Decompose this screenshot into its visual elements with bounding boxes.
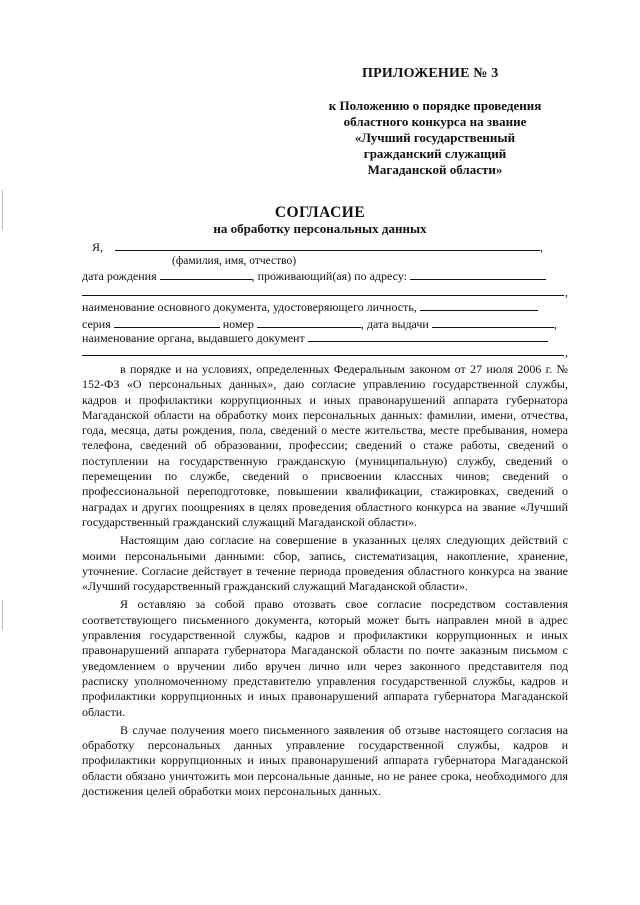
issuer-continuation-line[interactable]	[82, 355, 564, 356]
appendix-subtitle-line: «Лучший государственный	[354, 130, 516, 145]
birth-address-row	[82, 268, 572, 283]
issuer-label: наименование органа, выдавшего документ	[82, 331, 305, 345]
address-continuation-line[interactable]	[82, 295, 564, 296]
name-row	[82, 239, 572, 254]
number-field[interactable]	[257, 316, 361, 328]
series-number-row	[82, 316, 572, 331]
birth-date-field[interactable]	[160, 268, 252, 280]
issue-date-label: , дата выдачи	[360, 317, 429, 331]
i-label: Я,	[92, 240, 104, 254]
scan-edge-mark	[2, 600, 3, 630]
consent-paragraph: Я оставляю за собой право отозвать свое согласие посредством составления соответствующего письменного документа, который может быть направлен мной в адрес управления государственной службы, кадров и профилактики коррупционных и иных правонарушений аппарата губернатора Магаданской области по почте заказным письмом с уведомлением о вручении либо вручен лично или через законного представителя под расписку уполномоченному представителю управления государственной службы, кадров и профилактики коррупционных и иных правонарушений аппарата губернатора Магаданской области.	[82, 597, 568, 719]
id-doc-label: наименование основного документа, удостоверяющего личность,	[82, 300, 417, 314]
number-label: номер	[222, 317, 254, 331]
address-field[interactable]	[410, 268, 546, 280]
name-hint: (фамилия, имя, отчество)	[172, 255, 297, 267]
issue-date-field[interactable]	[432, 316, 554, 328]
issuer-row	[82, 330, 572, 345]
appendix-subtitle-line: к Положению о порядке проведения	[328, 98, 542, 113]
consent-paragraph: Настоящим даю согласие на совершение в указанных целях следующих действий с моими персональными данными: сбор, запись, систематизация, накопление, хранение, уточнение. Согласие действует в течение периода проведения областного конкурса на звание «Лучший государственный гражданский служащий Магаданской области».	[82, 533, 568, 594]
id-document-row	[82, 299, 572, 314]
appendix-subtitle-line: областного конкурса на звание	[343, 114, 527, 129]
address-end-comma: ,	[565, 285, 568, 299]
document-subtitle: на обработку персональных данных	[213, 221, 427, 236]
issuer-end-comma: ,	[565, 345, 568, 359]
appendix-subtitle-line: гражданский служащий	[363, 146, 507, 161]
birth-label: дата рождения	[82, 269, 157, 283]
id-document-field[interactable]	[420, 299, 538, 311]
appendix-title: ПРИЛОЖЕНИЕ № 3	[362, 66, 499, 81]
document-title: СОГЛАСИЕ	[274, 204, 366, 221]
issue-date-end-comma: ,	[553, 317, 557, 331]
consent-paragraph: В случае получения моего письменного заявления об отзыве настоящего согласия на обработку персональных данных управление государственной службы, кадров и профилактики коррупционных и иных правонарушений аппарата губернатора Магаданской области обязано уничтожить мои персональные данные, но не ранее срока, необходимого для достижения целей обработки моих персональных данных.	[82, 722, 568, 799]
consent-paragraph: в порядке и на условиях, определенных Федеральным законом от 27 июля 2006 г. № 152-ФЗ «О персональных данных», даю согласие управлению государственной службы, кадров и профилактики коррупционных и иных правонарушений аппарата губернатора Магаданской области на обработку моих персональных данных: фамилии, имени, отчества, года, месяца, даты рождения, пола, сведений о месте жительства, месте пребывания, номера телефона, сведений об образовании, профессии; сведений о стаже работы, сведений о поступлении на государственную гражданскую (муниципальную) службу, сведений о перемещении по службе, сведений о присвоении классных чинов; сведений о профессиональной переподготовке, повышении квалификации, стажировках, сведений о наградах и других поощрениях в целях проведения областного конкурса на звание «Лучший государственный гражданский служащий Магаданской области».	[82, 362, 568, 529]
scan-edge-mark	[2, 190, 3, 230]
appendix-subtitle	[300, 98, 570, 178]
series-label: серия	[82, 317, 111, 331]
name-end-comma: ,	[540, 240, 543, 254]
full-name-field[interactable]	[115, 239, 540, 251]
issuer-field[interactable]	[308, 330, 548, 342]
appendix-subtitle-line: Магаданской области»	[367, 162, 503, 177]
address-label: , проживающий(ая) по адресу:	[251, 269, 408, 283]
consent-body	[82, 362, 568, 799]
series-field[interactable]	[114, 316, 220, 328]
